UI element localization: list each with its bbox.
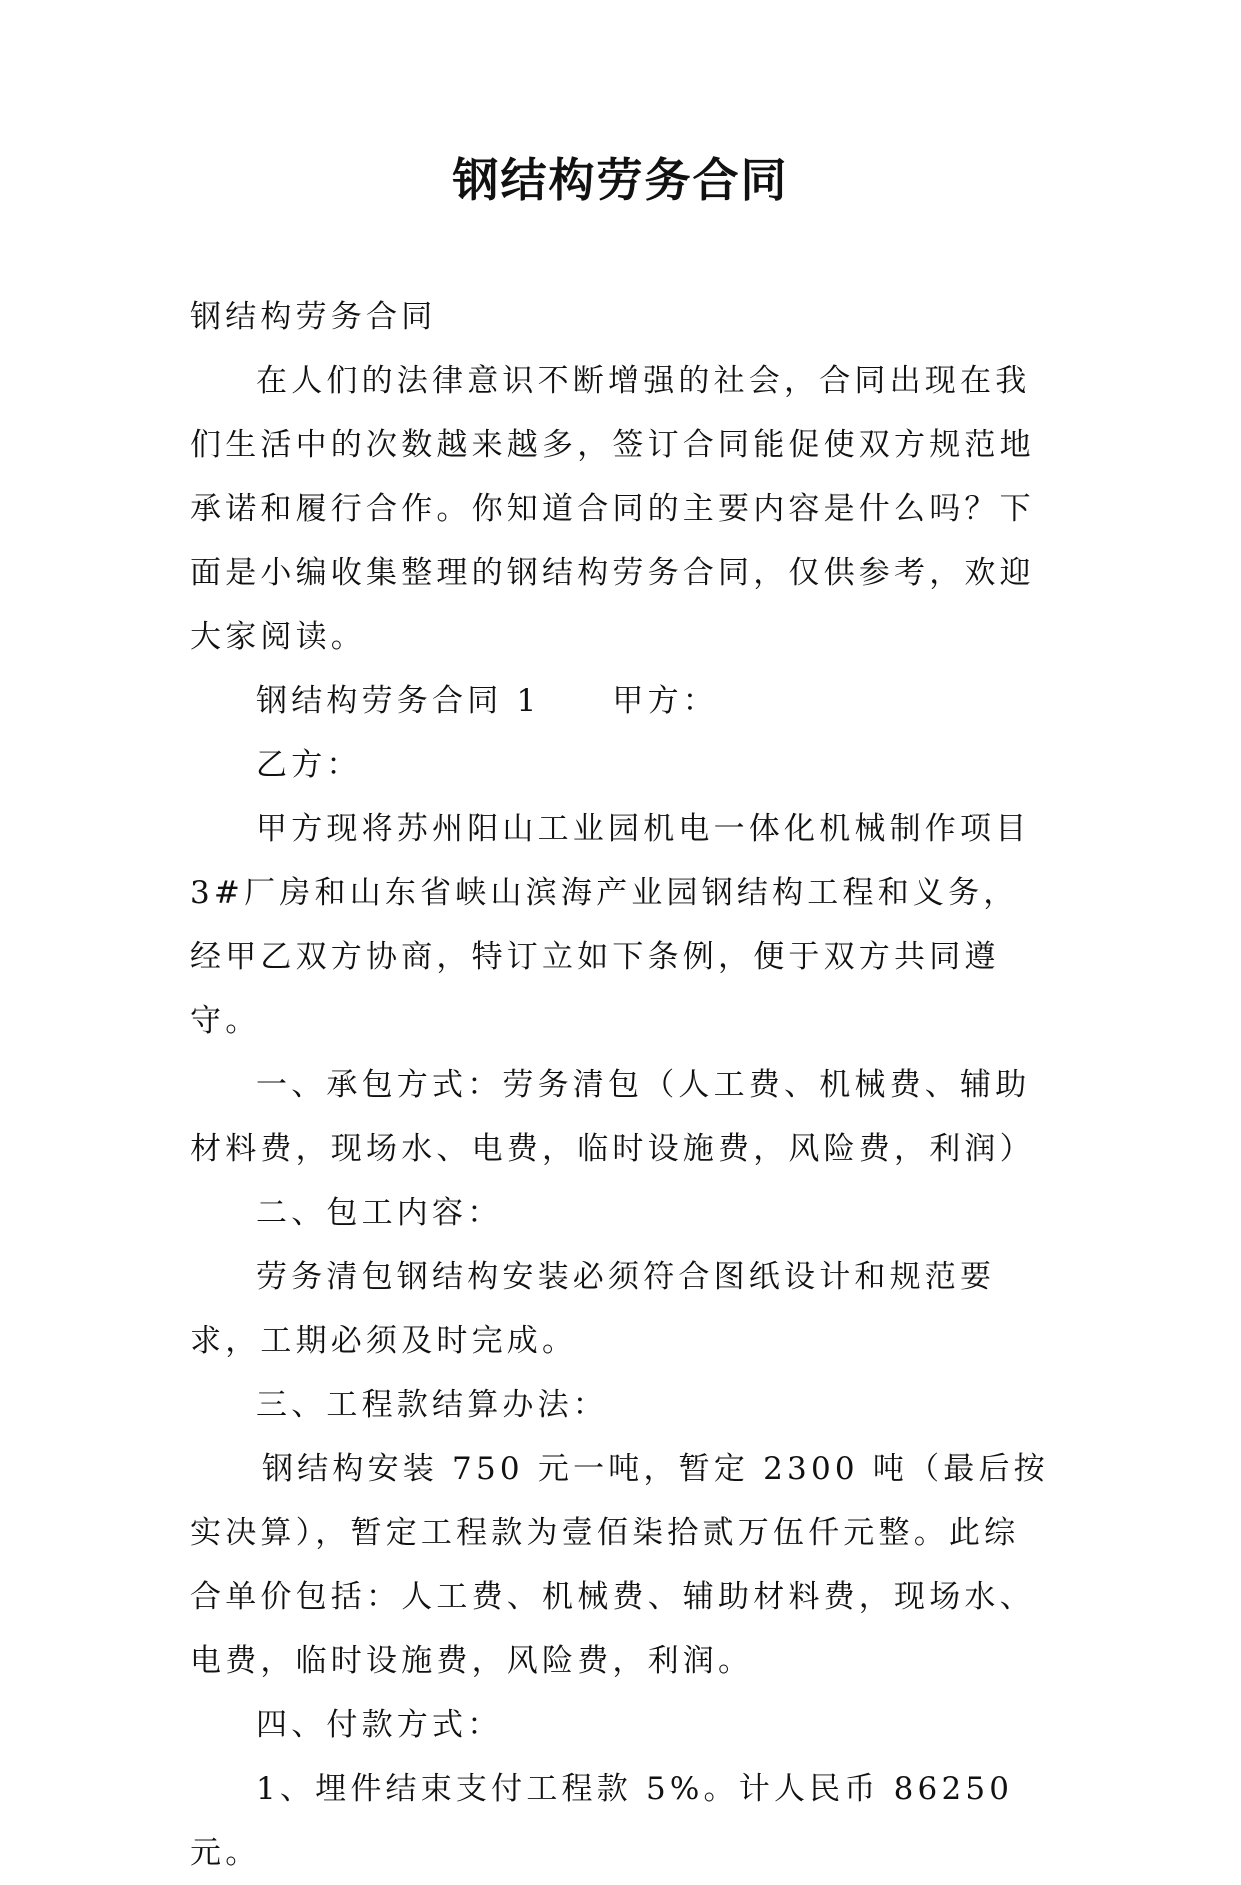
- section-3-heading: 三、工程款结算办法：: [256, 1387, 608, 1423]
- document-body: [190, 285, 1050, 1885]
- intro-paragraph: 在人们的法律意识不断增强的社会，合同出现在我们生活中的次数越来越多，签订合同能促使双方规范地承诺和履行合作。你知道合同的主要内容是什么吗？下面是小编收集整理的钢结构劳务合同，仅供参考，欢迎大家阅读。: [190, 363, 1035, 655]
- section-4-item-1: 1、埋件结束支付工程款 5%。计人民币 86250 元。: [190, 1771, 1014, 1871]
- document-title: 钢结构劳务合同: [452, 153, 789, 207]
- section-3-body: 钢结构安装 750 元一吨，暂定 2300 吨（最后按实决算），暂定工程款为壹佰柒拾贰万伍仟元整。此综合单价包括：人工费、机械费、辅助材料费，现场水、电费，临时设施费，风险费，利润。: [190, 1451, 1049, 1679]
- subtitle-paragraph: 钢结构劳务合同: [190, 299, 437, 335]
- section-2-body: 劳务清包钢结构安装必须符合图纸设计和规范要求，工期必须及时完成。: [190, 1259, 996, 1359]
- preamble-paragraph: 甲方现将苏州阳山工业园机电一体化机械制作项目 3#厂房和山东省峡山滨海产业园钢结构工程和义务，经甲乙双方协商，特订立如下条例，便于双方共同遵守。: [190, 811, 1031, 1039]
- section-2-heading: 二、包工内容：: [256, 1195, 503, 1231]
- section-4-heading: 四、付款方式：: [256, 1707, 503, 1743]
- contract-heading-line: [190, 669, 1050, 733]
- party-a-label: 甲方：: [612, 683, 718, 719]
- party-b-label: 乙方：: [256, 747, 362, 783]
- contract-heading: 钢结构劳务合同 1: [256, 683, 541, 719]
- section-1-paragraph: 一、承包方式：劳务清包（人工费、机械费、辅助材料费，现场水、电费，临时设施费，风险费，利润）: [190, 1067, 1035, 1167]
